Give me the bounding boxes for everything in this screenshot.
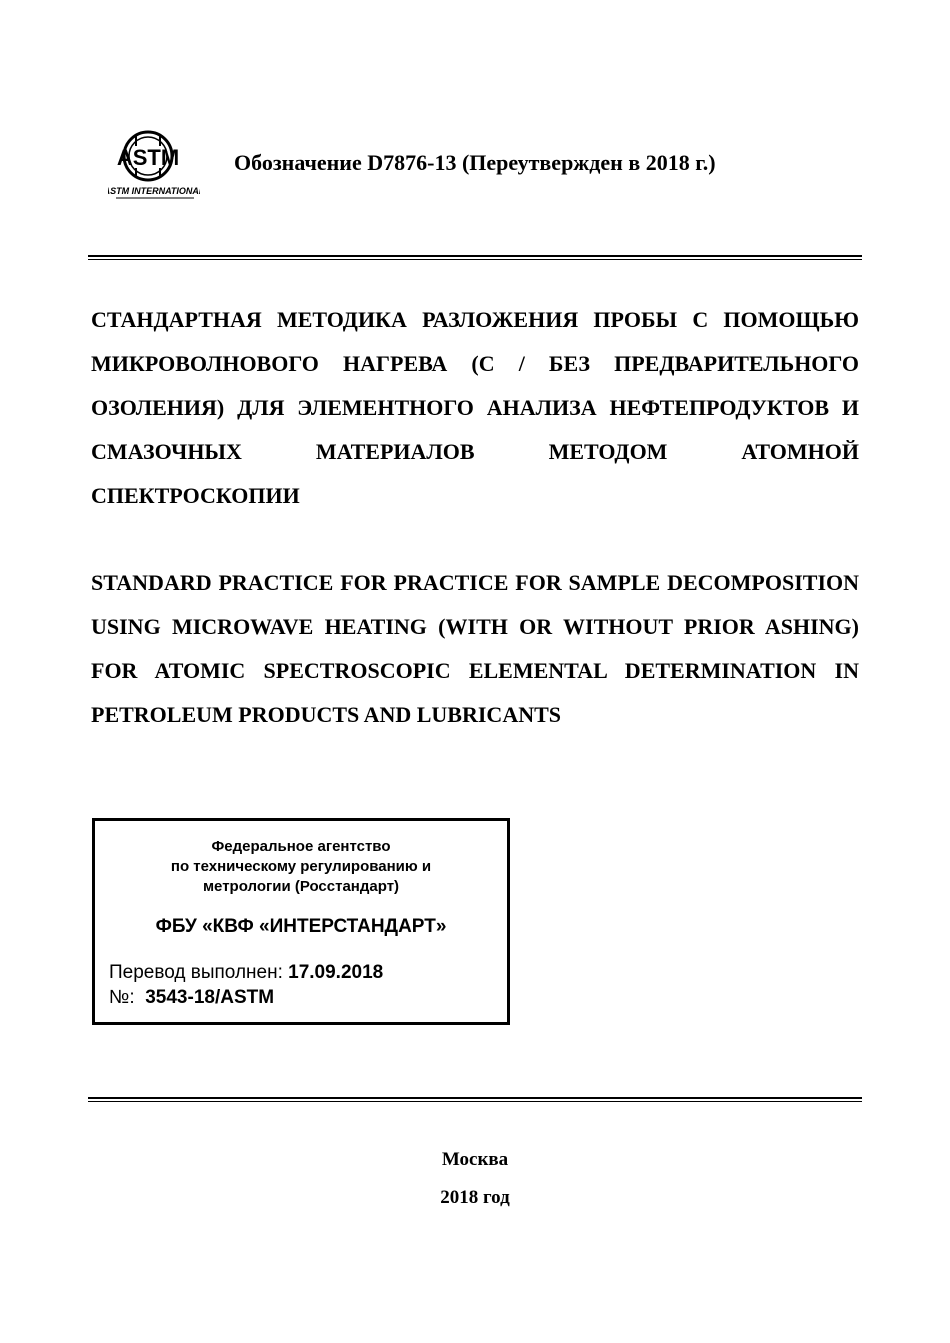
divider-rule xyxy=(88,259,862,260)
divider-rule xyxy=(88,255,862,257)
translated-date: 17.09.2018 xyxy=(288,962,384,983)
agency-name xyxy=(95,837,507,897)
agency-line: по техническому регулированию и xyxy=(170,858,432,875)
agency-line: Федеральное агентство xyxy=(211,838,391,855)
translation-date-line xyxy=(109,962,383,984)
year: 2018 год xyxy=(440,1187,510,1208)
agency-line: метрологии (Росстандарт) xyxy=(202,878,400,895)
translation-number: 3543-18/ASTM xyxy=(145,987,275,1008)
translated-label: Перевод выполнен: xyxy=(109,962,283,983)
astm-logo xyxy=(108,128,200,200)
number-label: №: xyxy=(109,987,135,1008)
city: Москва xyxy=(441,1149,509,1170)
organization-name: ФБУ «КВФ «ИНТЕРСТАНДАРТ» xyxy=(155,916,447,937)
title-russian: СТАНДАРТНАЯ МЕТОДИКА РАЗЛОЖЕНИЯ ПРОБЫ С ПОМОЩЬЮ МИКРОВОЛНОВОГО НАГРЕВА (С / БЕЗ ПРЕДВАРИТЕЛЬНОГО ОЗОЛЕНИЯ) ДЛЯ ЭЛЕМЕНТНОГО АНАЛИЗА НЕФТЕПРОДУКТОВ И СМАЗОЧНЫХ МАТЕРИАЛОВ МЕТОДОМ АТОМНОЙ СПЕКТРОСКОПИИ xyxy=(91,307,859,508)
translation-stamp xyxy=(92,818,510,1025)
translation-number-line xyxy=(109,987,274,1009)
document-designation: Обозначение D7876-13 (Переутвержден в 2018 г.) xyxy=(234,150,716,175)
title-english: STANDARD PRACTICE FOR PRACTICE FOR SAMPLE DECOMPOSITION USING MICROWAVE HEATING (WITH OR WITHOUT PRIOR ASHING) FOR ATOMIC SPECTROSCOPIC ELEMENTAL DETERMINATION IN PETROLEUM PRODUCTS AND LUBRICANTS xyxy=(91,570,859,727)
svg-text:ASTM: ASTM xyxy=(116,145,180,170)
divider-rule xyxy=(88,1101,862,1102)
divider-rule xyxy=(88,1097,862,1099)
logo-text: ASTM INTERNATIONAL xyxy=(108,186,200,196)
